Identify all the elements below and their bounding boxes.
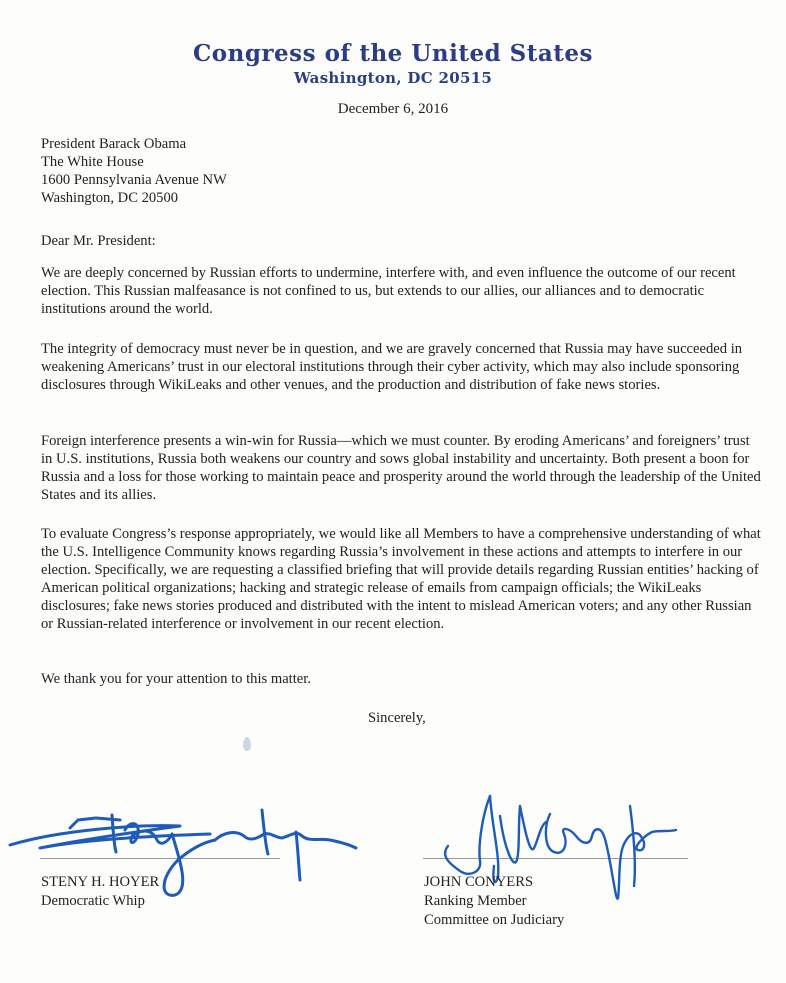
recipient-line: 1600 Pennsylvania Avenue NW: [41, 172, 227, 188]
letterhead: [0, 40, 786, 88]
letterhead-title: Congress of the United States: [192, 40, 594, 67]
recipient-line: Washington, DC 20500: [41, 190, 179, 206]
signatory-conyers: [424, 873, 564, 930]
signatory-title: Committee on Judiciary: [424, 912, 565, 928]
signatory-hoyer: [41, 873, 159, 911]
closing: Sincerely,: [368, 710, 426, 726]
body-paragraph-1: We are deeply concerned by Russian efforts to undermine, interfere with, and even influence the outcome of our recent election. This Russian malfeasance is not confined to us, but extends to our allies, our alliances and to democratic institutions around the world.: [41, 265, 736, 317]
letterhead-location: Washington, DC 20515: [293, 69, 493, 87]
ink-smudge: [243, 737, 251, 751]
signatory-name: JOHN CONYERS: [424, 874, 534, 890]
recipient-line: President Barack Obama: [41, 136, 187, 152]
recipient-address: [41, 135, 761, 207]
recipient-line: The White House: [41, 154, 144, 170]
salutation: Dear Mr. President:: [41, 233, 156, 249]
body-paragraph-4: To evaluate Congress’s response appropriately, we would like all Members to have a comprehensive understanding of what the U.S. Intelligence Community knows regarding Russia’s involvement in these actions and attempts to interfere in our election. Specifically, we are requesting a classified briefing that will provide details regarding Russian entities’ hacking of American political organizations; hacking and strategic release of emails from campaign officials; the WikiLeaks disclosures; fake news stories produced and distributed with the intent to mislead American voters; and any other Russian or Russian-related interference or involvement in our recent election.: [41, 526, 761, 632]
signatory-title: Democratic Whip: [41, 893, 145, 909]
letter-date: December 6, 2016: [337, 101, 449, 117]
body-paragraph-3: Foreign interference presents a win-win for Russia—which we must counter. By eroding Americans’ and foreigners’ trust in U.S. institutions, Russia both weakens our country and sows global instability and uncertainty. Both present a boon for Russia and a loss for those working to maintain peace and prosperity around the world through the leadership of the United States and its allies.: [41, 433, 761, 503]
signatory-title: Ranking Member: [424, 893, 527, 909]
signatory-name: STENY H. HOYER: [41, 874, 160, 890]
body-paragraph-2: The integrity of democracy must never be in question, and we are gravely concerned that Russia may have succeeded in weakening Americans’ trust in our electoral institutions through their cyber activity, which may also include sponsoring disclosures through WikiLeaks and other venues, and the production and distribution of fake news stories.: [41, 341, 743, 393]
body-paragraph-5: We thank you for your attention to this matter.: [41, 671, 311, 687]
